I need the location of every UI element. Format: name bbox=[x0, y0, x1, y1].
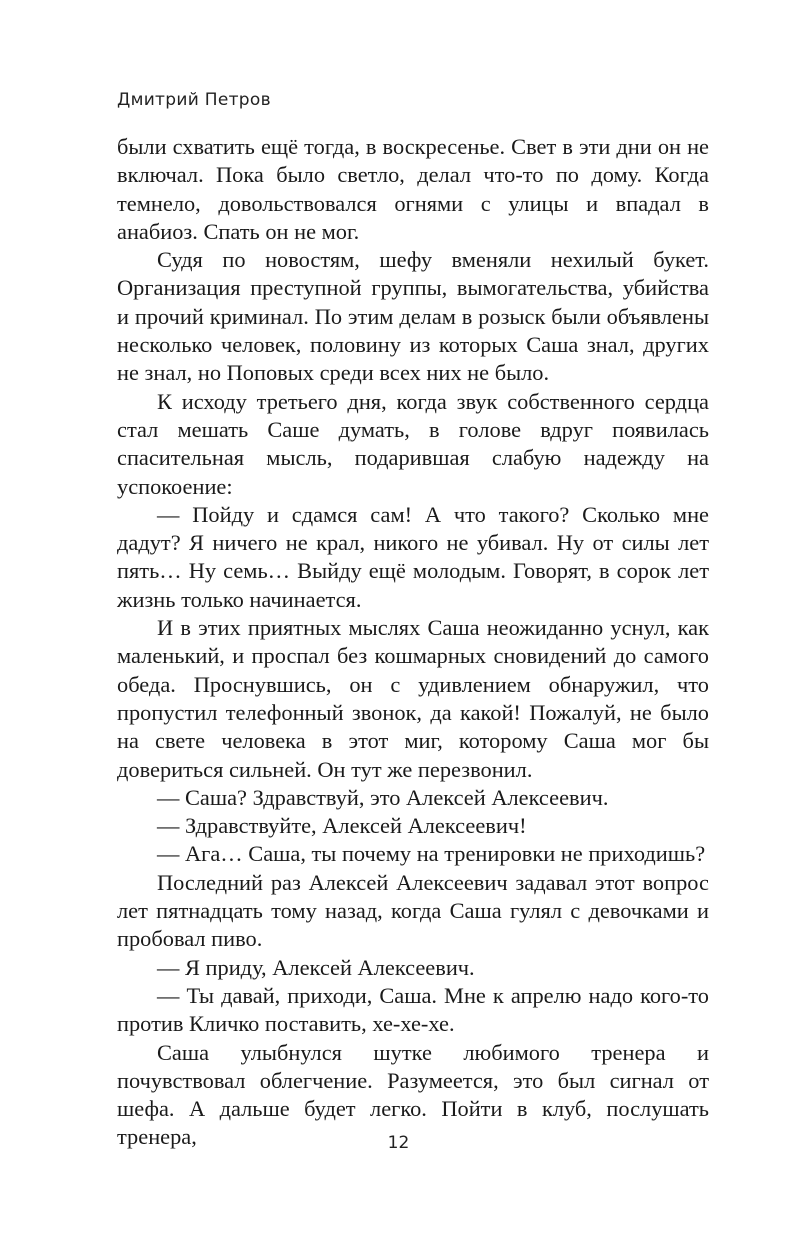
paragraph: Последний раз Алексей Алексеевич задавал этот вопрос лет пятнадцать тому назад, когда Саша гулял с девочками и пробовал пиво. bbox=[117, 869, 709, 952]
paragraph: К исходу третьего дня, когда звук собственного сердца стал мешать Саше думать, в голове вдруг появилась спасительная мысль, подарившая слабую надежду на успокоение: bbox=[117, 388, 709, 499]
body-text bbox=[117, 133, 709, 1152]
dialogue-paragraph: — Саша? Здравствуй, это Алексей Алексеевич. bbox=[157, 784, 609, 810]
dialogue-paragraph: — Ты давай, приходи, Саша. Мне к апрелю надо кого-то против Кличко поставить, хе-хе-хе. bbox=[117, 982, 709, 1037]
page-number: 12 bbox=[387, 1133, 410, 1153]
dialogue-paragraph: — Я приду, Алексей Алексеевич. bbox=[157, 954, 475, 980]
paragraph: И в этих приятных мыслях Саша неожиданно уснул, как маленький, и проспал без кошмарных сновидений до самого обеда. Проснувшись, он с удивлением обнаружил, что пропустил телефонный звонок, да какой! Пожалуй, не было на свете человека в этот миг, которому Саша мог бы довериться сильней. Он тут же перезвонил. bbox=[117, 615, 709, 782]
dialogue-paragraph: — Пойду и сдамся сам! А что такого? Сколько мне дадут? Я ничего не крал, никого не убивал. Ну от силы лет пять… Ну семь… Выйду ещё молодым. Говорят, в сорок лет жизнь только начинается. bbox=[117, 501, 709, 612]
paragraph: Саша улыбнулся шутке любимого тренера и почувствовал облегчение. Разумеется, это был сигнал от шефа. А дальше будет легко. Пойти в клуб, послушать тренера, bbox=[117, 1039, 709, 1150]
running-head-author: Дмитрий Петров bbox=[117, 90, 271, 110]
dialogue-paragraph: — Ага… Саша, ты почему на тренировки не приходишь? bbox=[157, 841, 706, 867]
paragraph: Судя по новостям, шефу вменяли нехилый букет. Организация преступной группы, вымогательства, убийства и прочий криминал. По этим делам в розыск были объявлены несколько человек, половину из которых Саша знал, других не знал, но Поповых среди всех них не было. bbox=[117, 247, 709, 386]
paragraph: были схватить ещё тогда, в воскресенье. Свет в эти дни он не включал. Пока было светло, делал что-то по дому. Когда темнело, довольствовался огнями с улицы и впадал в анабиоз. Спать он не мог. bbox=[117, 134, 709, 244]
dialogue-paragraph: — Здравствуйте, Алексей Алексеевич! bbox=[157, 813, 527, 839]
